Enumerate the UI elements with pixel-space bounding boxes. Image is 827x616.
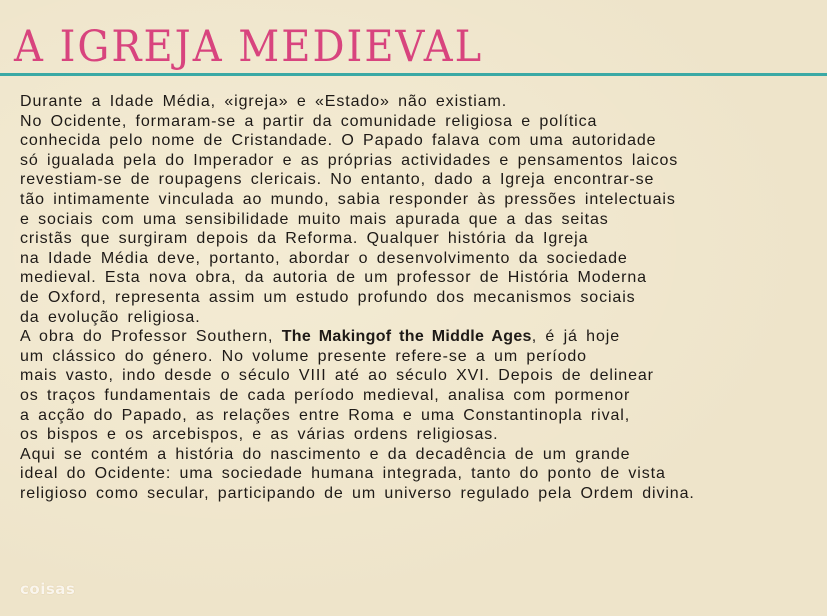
text-line: só igualada pela do Imperador e as próprias actividades e pensamentos laicos — [20, 151, 679, 169]
text-line: religioso como secular, participando de um universo regulado pela Ordem divina. — [20, 484, 695, 502]
text-line: Durante a Idade Média, «igreja» e «Estado» não existiam. — [20, 93, 508, 110]
text-line: medieval. Esta nova obra, da autoria de um professor de História Moderna — [20, 269, 647, 287]
text-line: Aqui se contém a história do nascimento e da decadência de um grande — [20, 445, 631, 463]
text-line: tão intimamente vinculada ao mundo, sabia responder às pressões intelectuais — [20, 190, 676, 208]
watermark-logo: coisas — [20, 580, 76, 598]
title-divider — [0, 73, 827, 76]
text-line: cristãs que surgiram depois da Reforma. Qualquer história da Igreja — [20, 230, 589, 248]
text-line: ideal do Ocidente: uma sociedade humana integrada, tanto do ponto de vista — [20, 465, 666, 483]
body-text — [20, 92, 820, 503]
text-fragment: , é já hoje — [531, 328, 621, 346]
text-line-southern — [20, 327, 820, 347]
text-line: a acção do Papado, as relações entre Roma e uma Constantinopla rival, — [20, 406, 631, 424]
text-line: de Oxford, representa assim um estudo profundo dos mecanismos sociais — [20, 288, 636, 306]
text-fragment: A obra do Professor Southern, — [20, 328, 282, 346]
text-line: da evolução religiosa. — [20, 308, 201, 326]
text-line: os traços fundamentais de cada período medieval, analisa com pormenor — [20, 386, 631, 404]
text-line: na Idade Média deve, portanto, abordar o desenvolvimento da sociedade — [20, 249, 628, 267]
page-title: A IGREJA MEDIEVAL — [14, 22, 484, 72]
text-line: um clássico do género. No volume presente refere-se a um período — [20, 347, 587, 365]
text-line: os bispos e os arcebispos, e as várias ordens religiosas. — [20, 426, 499, 444]
text-line: No Ocidente, formaram-se a partir da comunidade religiosa e política — [20, 112, 598, 130]
text-line: e sociais com uma sensibilidade muito mais apurada que a das seitas — [20, 210, 609, 228]
text-line: mais vasto, indo desde o século VIII até ao século XVI. Depois de delinear — [20, 367, 654, 385]
text-line: conhecida pelo nome de Cristandade. O Papado falava com uma autoridade — [20, 132, 657, 150]
book-title: The Makingof the Middle Ages — [281, 328, 532, 346]
text-line: revestiam-se de roupagens clericais. No entanto, dado a Igreja encontrar-se — [20, 171, 655, 189]
